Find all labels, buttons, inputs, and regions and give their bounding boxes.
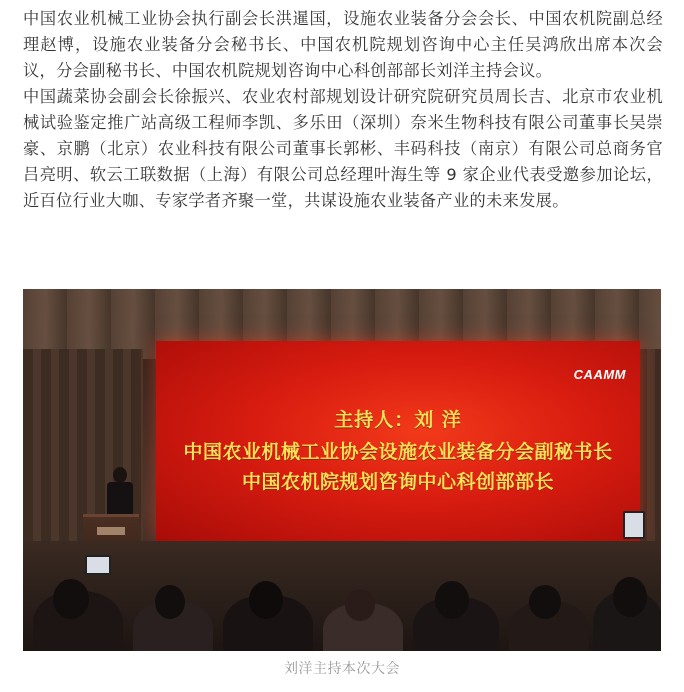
- audience-head: [249, 581, 283, 619]
- screen-title-line-2: 中国农机院规划咨询中心科创部部长: [241, 471, 554, 493]
- caamm-logo: CAAMM: [573, 367, 626, 382]
- audience-head: [53, 579, 89, 619]
- audience-head: [529, 585, 561, 619]
- screen-title-line-1: 中国农业机械工业协会设施农业装备分会副秘书长: [183, 441, 613, 463]
- photo-caption: 刘洋主持本次大会: [284, 661, 400, 677]
- conference-photo: [23, 289, 661, 651]
- podium-logo: [97, 527, 125, 535]
- audience-head: [435, 581, 469, 619]
- screen-host-line: 主持人：刘 洋: [334, 409, 462, 431]
- led-screen: [156, 341, 640, 541]
- phone-icon: [85, 555, 111, 575]
- phone-icon: [623, 511, 645, 539]
- paragraph-2: 中国蔬菜协会副会长徐振兴、农业农村部规划设计研究院研究员周长吉、北京市农业机械试验鉴定推广站高级工程师李凯、多乐田（深圳）奈米生物科技有限公司董事长吴崇豪、京鹏（北京）农业科技有限公司董事长郭彬、丰码科技（南京）有限公司总商务官吕亮明、软云工联数据（上海）有限公司总经理叶海生等 9 家企业代表受邀参加论坛，近百位行业大咖、专家学者齐聚一堂，共谋设施农业装备产业的未来发展。: [23, 87, 663, 210]
- audience-head: [345, 589, 375, 621]
- audience-head: [613, 577, 647, 617]
- article-body: [23, 6, 663, 214]
- audience-area: [23, 541, 661, 651]
- paragraph-1: 中国农业机械工业协会执行副会长洪暹国，设施农业装备分会会长、中国农机院副总经理赵博，设施农业装备分会秘书长、中国农机院规划咨询中心主任吴鸿欣出席本次会议，分会副秘书长、中国农机院规划咨询中心科创部部长刘洋主持会议。: [23, 9, 663, 80]
- audience-head: [155, 585, 185, 619]
